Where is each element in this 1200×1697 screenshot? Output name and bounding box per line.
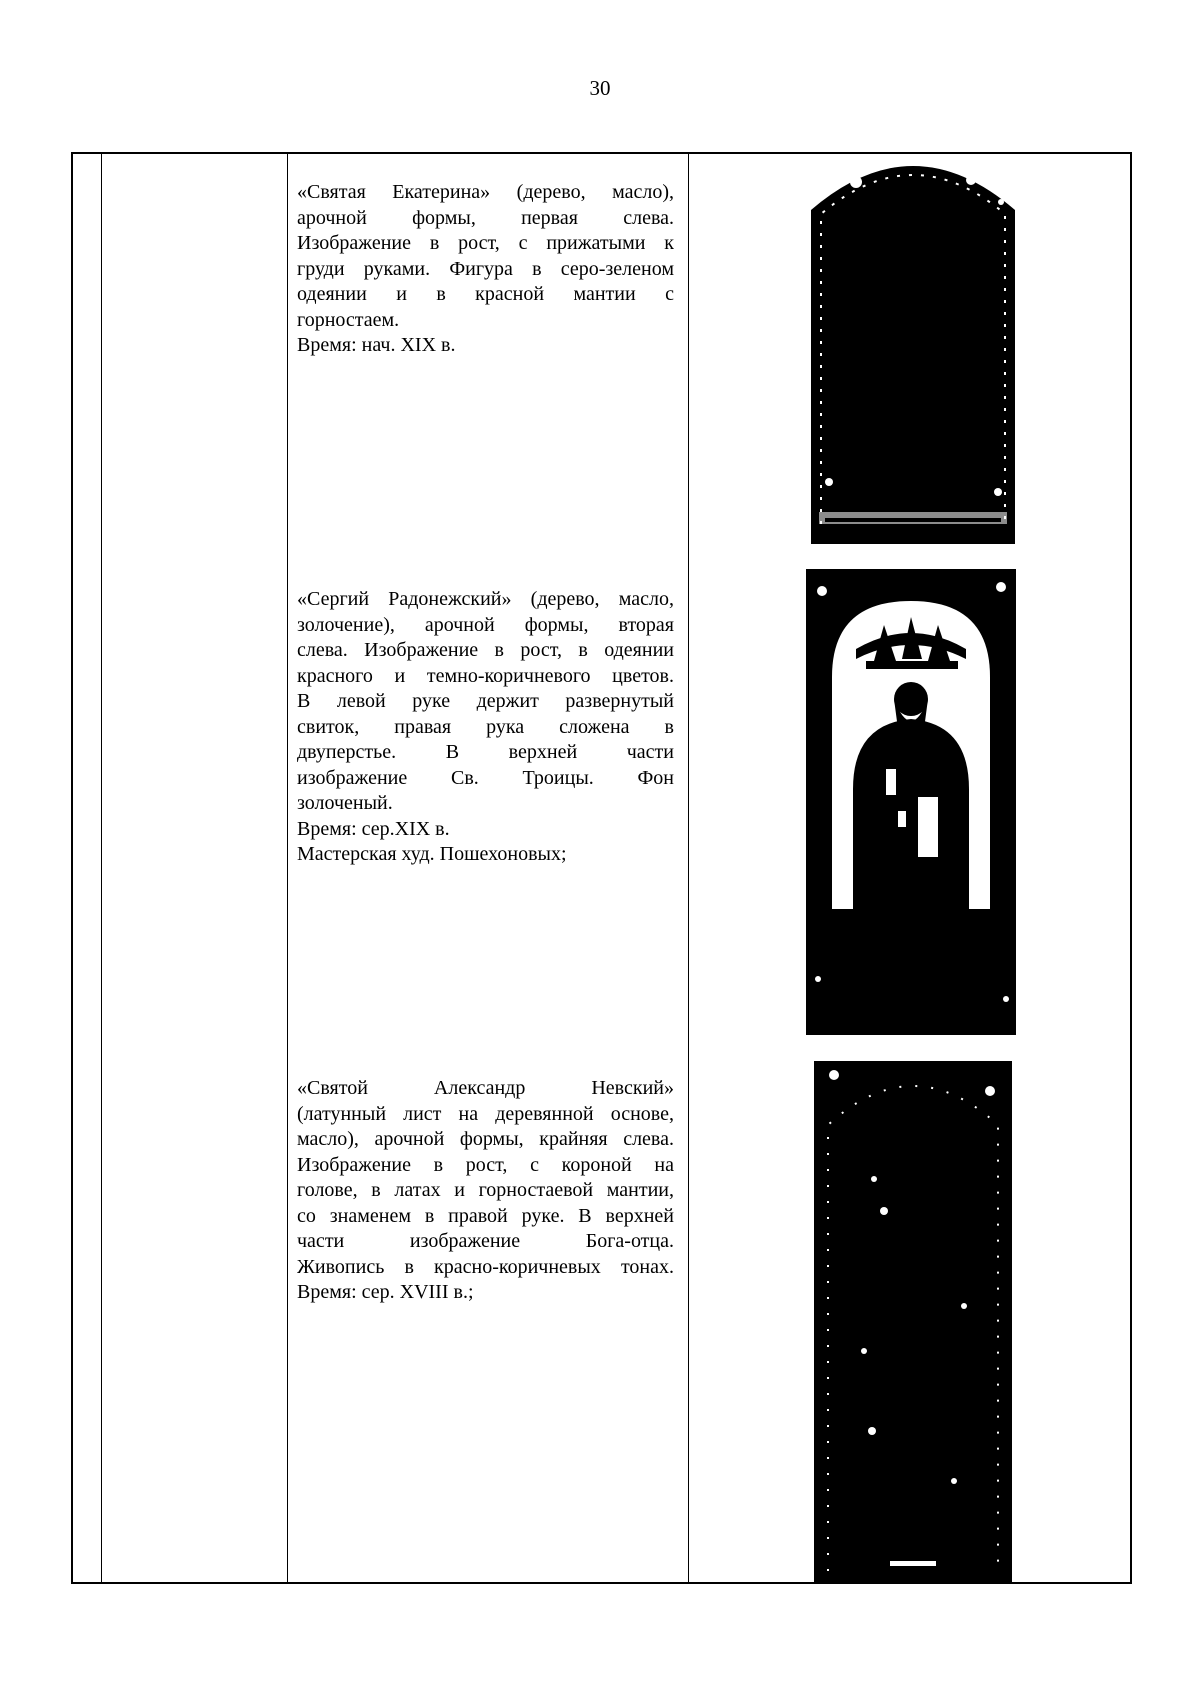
- workshop: Мастерская худ. Пошехоновых;: [297, 843, 567, 865]
- entry-alexander-nevsky: [297, 1076, 674, 1306]
- description-line: «Сергий Радонежский» (дерево, масло,: [297, 588, 674, 610]
- description-line: арочной формы, первая слева.: [297, 206, 674, 229]
- description-line: двуперстье. В верхней части: [297, 741, 674, 763]
- description-line: В левой руке держит развернутый: [297, 690, 674, 712]
- description-line: «Святой Александр Невский»: [297, 1077, 674, 1099]
- description-line: Изображение в рост, с короной на: [297, 1153, 674, 1176]
- description-line: со знаменем в правой руке. В верхней: [297, 1204, 674, 1227]
- description-line: изображение Св. Троицы. Фон: [297, 766, 674, 789]
- description-line: золоченый.: [297, 792, 393, 814]
- description-line: красного и темно-коричневого цветов.: [297, 664, 674, 687]
- icon-image-alexander-nevsky: [814, 1061, 1012, 1583]
- dating: Время: нач. XIX в.: [297, 334, 456, 356]
- column-divider: [688, 154, 689, 1582]
- icon-image-sergius-radonezh: [806, 569, 1016, 1035]
- description-line: части изображение Бога-отца.: [297, 1230, 674, 1252]
- page-number: 30: [589, 76, 611, 100]
- entry-saint-catherine: [297, 180, 674, 359]
- column-divider: [101, 154, 102, 1582]
- description-line: (латунный лист на деревянной основе,: [297, 1102, 674, 1125]
- description-line: одеянии и в красной мантии с: [297, 283, 674, 305]
- dating: Время: сер.XIX в.: [297, 817, 450, 840]
- description-line: голове, в латах и горностаевой мантии,: [297, 1179, 674, 1201]
- column-divider: [287, 154, 288, 1582]
- dating: Время: сер. XVIII в.;: [297, 1281, 474, 1303]
- entry-sergius-radonezh: [297, 587, 674, 868]
- description-line: груди руками. Фигура в серо-зеленом: [297, 257, 674, 280]
- description-line: слева. Изображение в рост, в одеянии: [297, 639, 674, 661]
- description-line: горностаем.: [297, 308, 400, 331]
- icon-image-saint-catherine: [811, 152, 1015, 544]
- description-line: золочение), арочной формы, вторая: [297, 613, 674, 636]
- description-line: Изображение в рост, с прижатыми к: [297, 232, 674, 254]
- description-line: Живопись в красно-коричневых тонах.: [297, 1255, 674, 1278]
- description-line: «Святая Екатерина» (дерево, масло),: [297, 181, 674, 203]
- description-line: свиток, правая рука сложена в: [297, 715, 674, 738]
- description-line: масло), арочной формы, крайняя слева.: [297, 1128, 674, 1150]
